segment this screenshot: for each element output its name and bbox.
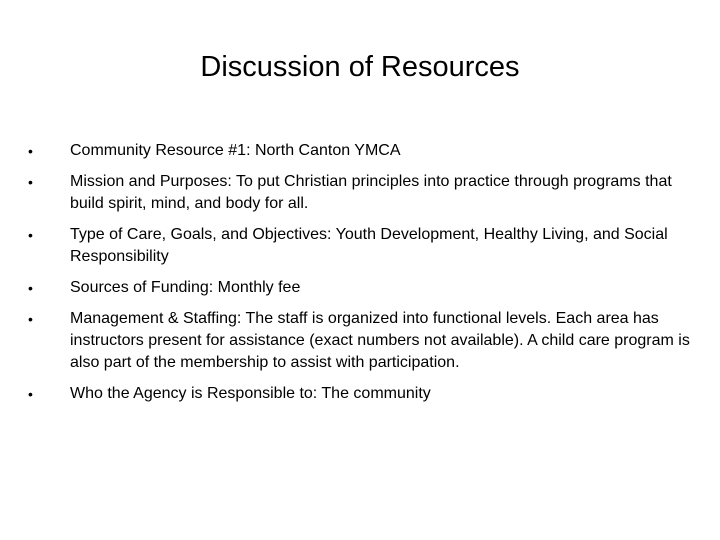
bullet-item [28,140,698,162]
bullet-icon: • [28,386,33,402]
bullet-item [28,277,698,299]
bullet-icon: • [28,227,33,243]
bullet-item [28,308,698,374]
bullet-icon: • [28,174,33,190]
bullet-item [28,171,698,215]
bullet-icon: • [28,280,33,296]
bullet-text: Who the Agency is Responsible to: The community [70,385,431,402]
bullet-text: Mission and Purposes: To put Christian principles into practice through programs that build spirit, mind, and body for all. [70,173,672,212]
bullet-item [28,224,698,268]
bullet-text: Sources of Funding: Monthly fee [70,279,301,296]
bullet-text: Community Resource #1: North Canton YMCA [70,142,401,159]
bullet-list [28,140,698,414]
bullet-text: Management & Staffing: The staff is organized into functional levels. Each area has instructors present for assistance (exact numbers not available). A child care program is also part of the membership to assist with participation. [70,310,690,371]
bullet-icon: • [28,143,33,159]
bullet-icon: • [28,311,33,327]
bullet-text: Type of Care, Goals, and Objectives: Youth Development, Healthy Living, and Social Responsibility [70,226,668,265]
bullet-item [28,383,698,405]
slide-title: Discussion of Resources [200,51,520,83]
